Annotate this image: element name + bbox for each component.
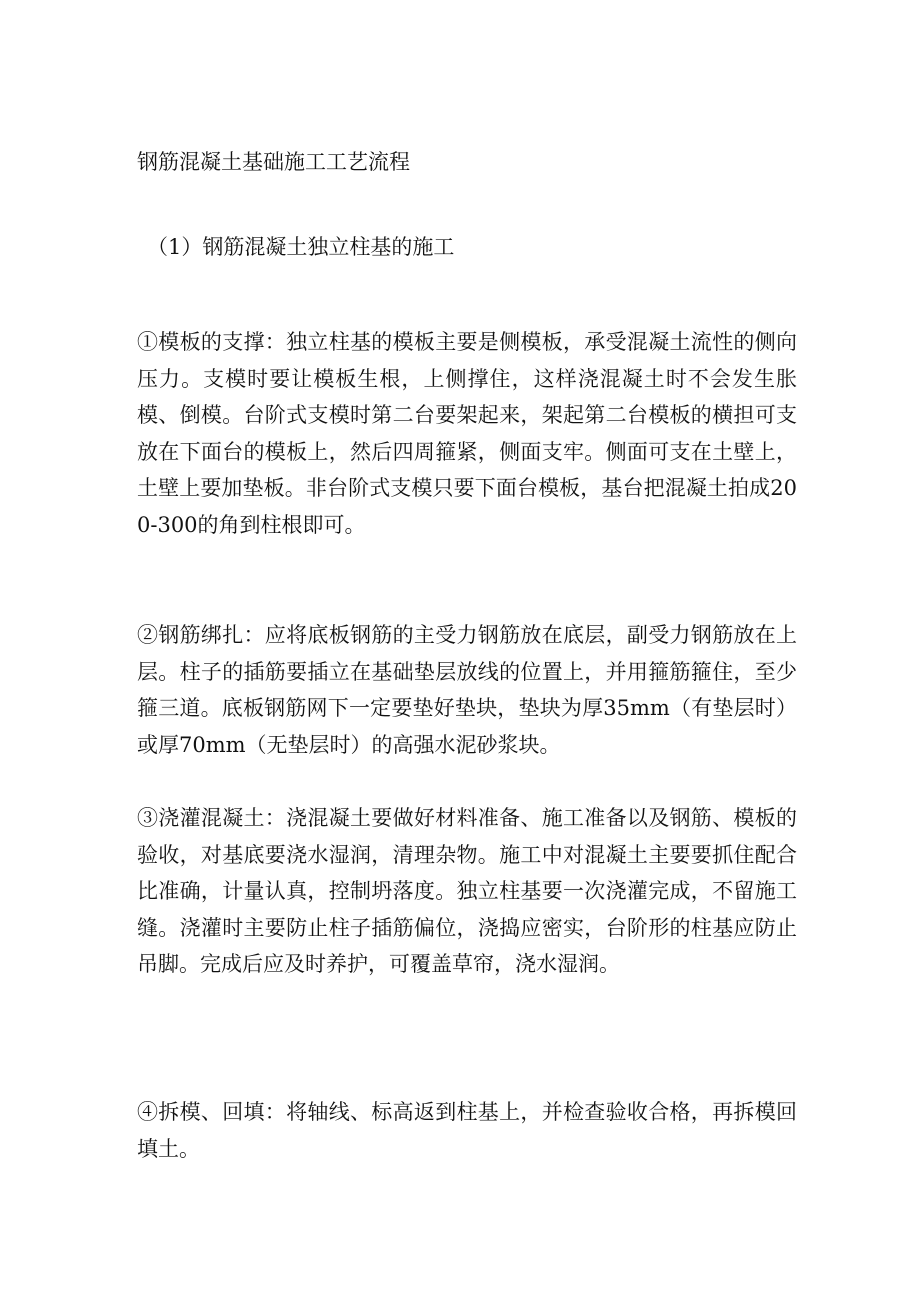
paragraph-concrete-pouring: ③浇灌混凝土：浇混凝土要做好材料准备、施工准备以及钢筋、模板的验收，对基底要浇水湿润，清理杂物。施工中对混凝土主要要抓住配合比准确，计量认真，控制坍落度。独立柱基要一次浇灌完成，不留施工缝。浇灌时主要防止柱子插筋偏位，浇捣应密实，台阶形的柱基应防止吊脚。完成后应及时养护，可覆盖草帘，浇水湿润。: [137, 806, 797, 977]
section-heading: （1）钢筋混凝土独立柱基的施工: [147, 235, 455, 259]
paragraph-formwork-support: ①模板的支撑：独立柱基的模板主要是侧模板，承受混凝土流性的侧向压力。支模时要让模板生根，上侧撑住，这样浇混凝土时不会发生胀模、倒模。台阶式支模时第二台要架起来，架起第二台模板的横担可支放在下面台的模板上，然后四周箍紧，侧面支牢。侧面可支在土壁上，土壁上要加垫板。非台阶式支模只要下面台模板，基台把混凝土拍成200-300的角到柱根即可。: [137, 330, 797, 537]
paragraph-rebar-binding: ②钢筋绑扎：应将底板钢筋的主受力钢筋放在底层，副受力钢筋放在上层。柱子的插筋要插立在基础垫层放线的位置上，并用箍筋箍住，至少箍三道。底板钢筋网下一定要垫好垫块，垫块为厚35mm（有垫层时）或厚70mm（无垫层时）的高强水泥砂浆块。: [137, 623, 797, 757]
paragraph-formwork-removal: ④拆模、回填：将轴线、标高返到柱基上，并检查验收合格，再拆模回填土。: [137, 1100, 797, 1161]
document-title: 钢筋混凝土基础施工工艺流程: [137, 150, 410, 174]
